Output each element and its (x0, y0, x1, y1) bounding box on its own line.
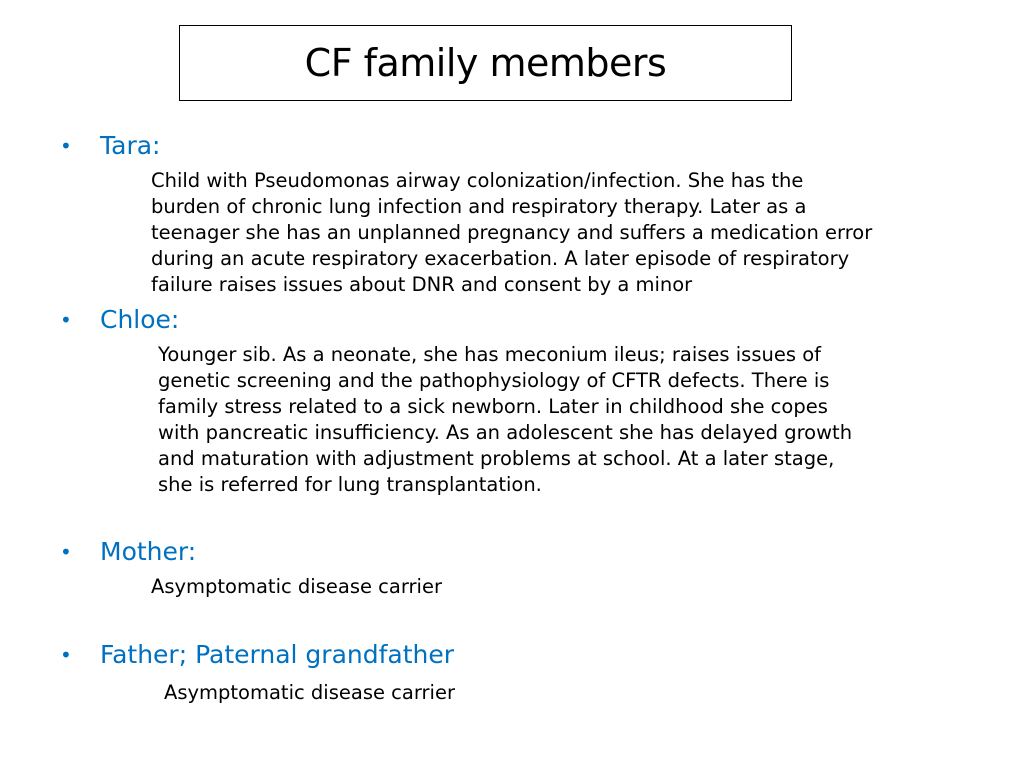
slide-title: CF family members (304, 41, 667, 85)
member-description-father-grandfather: Asymptomatic disease carrier (164, 681, 455, 704)
member-description-tara: Child with Pseudomonas airway colonization/infection. She has the burden of chronic lung infection and respiratory therapy. Later as a teenager she has an unplanned pregnancy and suffers a medication error during an acute respiratory exacerbation. A later episode of respiratory failure raises issues about DNR and consent by a minor (151, 169, 873, 296)
member-heading-father-grandfather: Father; Paternal grandfather (100, 640, 455, 669)
bullet-icon: • (60, 134, 72, 158)
member-heading-tara: Tara: (100, 131, 161, 160)
title-box (179, 25, 792, 101)
bullet-icon: • (60, 643, 72, 667)
member-description-mother: Asymptomatic disease carrier (151, 575, 442, 598)
member-heading-chloe: Chloe: (100, 305, 180, 334)
bullet-icon: • (60, 540, 72, 564)
bullet-icon: • (60, 308, 72, 332)
member-description-chloe: Younger sib. As a neonate, she has meconium ileus; raises issues of genetic screening and the pathophysiology of CFTR defects. There is family stress related to a sick newborn. Later in childhood she copes with pancreatic insufficiency. As an adolescent she has delayed growth and maturation with adjustment problems at school. At a later stage, she is referred for lung transplantation. (158, 343, 853, 496)
member-heading-mother: Mother: (100, 537, 197, 566)
